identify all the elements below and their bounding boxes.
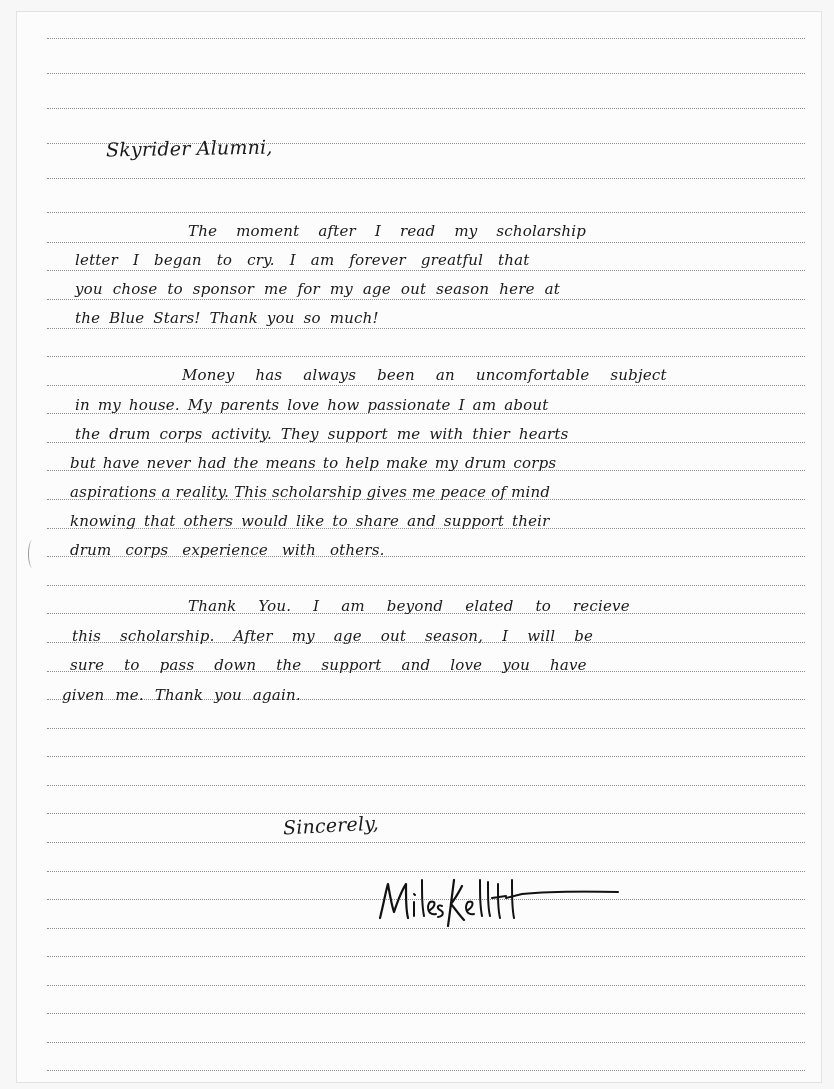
paragraph-2-line-7: drum corps experience with others.	[70, 541, 385, 559]
ruled-line	[47, 385, 805, 386]
paragraph-1-line-4: the Blue Stars! Thank you so much!	[75, 309, 379, 327]
paragraph-2-line-3: the drum corps activity. They support me with thier hearts	[75, 425, 569, 443]
paragraph-1-line-2: letter I began to cry. I am forever greatful that	[75, 251, 530, 269]
paragraph-1-line-1: The moment after I read my scholarship	[188, 222, 587, 240]
ruled-line	[47, 108, 805, 109]
ruled-line	[47, 1042, 805, 1043]
ruled-line	[47, 356, 805, 357]
ruled-line	[47, 728, 805, 729]
paragraph-3-line-2: this scholarship. After my age out season, I will be	[72, 627, 594, 645]
ruled-line	[47, 956, 805, 957]
ruled-line	[47, 73, 805, 74]
paragraph-2-line-1: Money has always been an uncomfortable subject	[182, 366, 667, 384]
ruled-line	[47, 38, 805, 39]
ruled-line	[47, 212, 805, 213]
paragraph-2-line-4: but have never had the means to help make my drum corps	[70, 454, 557, 472]
ruled-line	[47, 178, 805, 179]
ruled-line	[47, 813, 805, 814]
stray-mark	[28, 540, 37, 568]
paragraph-2-line-5: aspirations a reality. This scholarship gives me peace of mind	[70, 483, 551, 501]
ruled-line	[47, 1070, 805, 1071]
paragraph-3-line-4: given me. Thank you again.	[62, 686, 301, 704]
ruled-line	[47, 585, 805, 586]
ruled-line	[47, 985, 805, 986]
closing: Sincerely,	[282, 812, 380, 840]
paragraph-3-line-3: sure to pass down the support and love you have	[70, 656, 587, 674]
ruled-line	[47, 842, 805, 843]
ruled-line	[47, 242, 805, 243]
ruled-line	[47, 1013, 805, 1014]
paragraph-3-line-1: Thank You. I am beyond elated to recieve	[188, 597, 630, 615]
salutation: Skyrider Alumni,	[105, 136, 273, 162]
paragraph-2-line-6: knowing that others would like to share and support their	[70, 512, 550, 530]
paragraph-1-line-3: you chose to sponsor me for my age out season here at	[75, 280, 560, 298]
ruled-line	[47, 756, 805, 757]
handwritten-signature	[372, 872, 632, 932]
ruled-line	[47, 299, 805, 300]
ruled-line	[47, 328, 805, 329]
ruled-line	[47, 785, 805, 786]
paragraph-2-line-2: in my house. My parents love how passionate I am about	[75, 396, 549, 414]
ruled-line	[47, 270, 805, 271]
